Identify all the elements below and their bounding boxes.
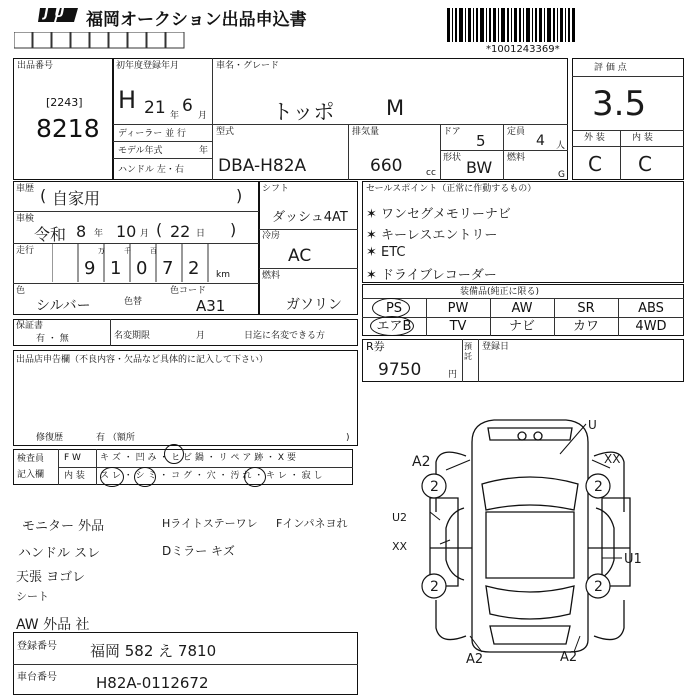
aircon-label: 冷房	[262, 231, 281, 241]
body-shape-label: 形状	[443, 153, 462, 163]
grade-score: 3.5	[592, 84, 647, 124]
recycle-unit: 円	[448, 370, 458, 380]
inspection-day: 22	[170, 222, 191, 241]
vehicle-info-block	[113, 58, 568, 180]
logo-text: JU	[44, 6, 71, 20]
selling-point: ✶ ワンセグメモリーナビ	[366, 207, 511, 222]
diagram-mark-left-mid-1: U2	[392, 511, 408, 524]
model-year-label: モデル年式	[118, 146, 163, 156]
recycle-register-label: 登録日	[482, 342, 510, 352]
int-value: C	[638, 152, 652, 176]
usage-value: 自家用	[52, 189, 101, 208]
inspector-mark	[244, 467, 266, 487]
color-value: シルバー	[36, 298, 91, 314]
dealer-label: ディーラー 並 行	[118, 129, 187, 139]
equip-leather: カワ	[572, 319, 599, 334]
mileage-digit: 0	[136, 258, 148, 279]
note-line: ハンドル スレ	[18, 546, 101, 561]
mileage-mark-man: 万	[98, 247, 105, 255]
inspection-paren: (	[156, 220, 163, 239]
color-code-value: A31	[196, 297, 226, 315]
mileage-digit: 2	[188, 258, 200, 279]
color-label: 色	[16, 286, 26, 296]
equip-ps-circle	[372, 298, 410, 318]
car-grade-value: M	[386, 96, 405, 120]
selling-point: ✶ キーレスエントリー	[366, 228, 498, 243]
ext-value: C	[588, 152, 602, 176]
recycle-value: 9750	[378, 360, 422, 380]
mileage-mark-sen: 千	[124, 247, 131, 255]
body-shape-value: BW	[466, 158, 493, 177]
car-name-label: 車名・グレード	[216, 61, 280, 71]
warranty-options: 有 ・ 無	[36, 334, 69, 344]
barcode-number: *1001243369*	[486, 44, 560, 55]
repair-label: 修復歴	[36, 433, 64, 443]
doors-label: ドア	[443, 127, 461, 137]
equip-4wd: 4WD	[635, 319, 667, 334]
model-code-label: 型式	[216, 127, 235, 137]
plate-value: 福岡 582 え 7810	[90, 642, 217, 660]
aircon-value: AC	[288, 246, 312, 266]
tire-mark: 2	[430, 579, 439, 595]
note-line: Dミラー キズ	[162, 544, 235, 558]
repair-value: 有 （額所	[96, 433, 135, 443]
chassis-value: H82A-0112672	[96, 674, 209, 692]
equip-airbag: エアB	[376, 319, 412, 334]
model-year-unit: 年	[199, 146, 209, 156]
grade-label: 評 価 点	[594, 63, 627, 73]
displacement-value: 660	[370, 156, 403, 176]
model-code-value: DBA-H82A	[218, 156, 307, 176]
equipment-label: 装備品(純正に限る)	[460, 287, 540, 297]
int-label: 内 装	[632, 133, 653, 143]
inspector-mark	[100, 467, 124, 487]
note-line: AW 外品 社	[16, 617, 90, 633]
equip-navi: ナビ	[508, 319, 535, 334]
inspection-year-unit: 年	[94, 229, 104, 239]
equip-sr: SR	[577, 301, 595, 316]
warranty-expiry-label: 名変期限	[114, 331, 151, 341]
inspection-day-unit: 日	[196, 229, 206, 239]
warranty-note: 日迄に名変できる方	[244, 331, 326, 341]
shift-label: シフト	[262, 184, 290, 194]
equip-pw: PW	[447, 301, 469, 316]
capacity-label: 定員	[507, 127, 526, 137]
usage-paren-open: (	[40, 186, 47, 205]
fuel-value: ガソリン	[286, 297, 342, 313]
inspector-label-2: 記入欄	[17, 470, 45, 480]
inspection-paren-close: )	[230, 220, 237, 239]
equip-aw: AW	[511, 301, 533, 316]
equip-ps: PS	[385, 301, 403, 316]
capacity-value: 4	[536, 133, 545, 149]
diagram-mark-bottom-right: A2	[560, 650, 578, 665]
note-line: モニター 外品	[22, 519, 105, 534]
registration-era: H	[118, 86, 137, 114]
handle-label: ハンドル 左・右	[118, 165, 184, 175]
fuel-label: 燃料	[262, 271, 281, 281]
inspector-label-1: 検査員	[17, 454, 45, 464]
note-line: Hライトステーワレ	[162, 517, 258, 530]
registration-month: 6	[182, 96, 193, 116]
fuel-small-value: G	[558, 170, 565, 180]
plate-label: 登録番号	[17, 641, 57, 652]
tire-mark: 2	[430, 479, 439, 495]
car-name-value: トッポ	[272, 100, 335, 124]
equip-airbag-circle	[370, 316, 414, 336]
inspector-mark	[134, 467, 156, 487]
diagram-mark-top-right: U	[588, 418, 597, 432]
mileage-digit: 1	[110, 258, 122, 279]
mileage-digit: 7	[162, 258, 174, 279]
tire-mark: 2	[594, 479, 603, 495]
warranty-month-unit: 月	[196, 331, 206, 341]
inspector-inner: 内 装	[64, 471, 85, 481]
note-line: シート	[16, 590, 49, 603]
usage-label: 車歴	[16, 184, 35, 194]
displacement-unit: cc	[426, 168, 436, 178]
doors-value: 5	[476, 132, 486, 150]
inspector-mark	[164, 444, 184, 464]
note-line: 天張 ヨゴレ	[16, 570, 86, 585]
mileage-mark-hyaku: 百	[150, 247, 157, 255]
registration-year: 21	[144, 98, 166, 118]
selling-points-label: セールスポイント（正常に作動するもの）	[366, 184, 537, 194]
diagram-mark-right-mid: U1	[624, 552, 642, 567]
inspector-row-1: キ ズ ・ 凹 み ・ ヒ ビ 鍋 ・ リ ペ ア 跡 ・ X 要	[100, 453, 296, 463]
note-line: Fインパネヨれ	[276, 517, 348, 530]
mileage-digit: 9	[84, 258, 96, 279]
registration-label: 初年度登録年月	[116, 61, 180, 71]
diagram-mark-left-mid-2: XX	[392, 540, 408, 553]
usage-paren-close: )	[236, 186, 243, 205]
mileage-label: 走行	[16, 246, 35, 256]
inspection-era: 令和	[34, 225, 67, 244]
tire-mark: 2	[594, 579, 603, 595]
form-title: 福岡オークション出品申込書	[86, 10, 307, 30]
selling-point: ✶ ドライブレコーダー	[366, 268, 497, 283]
lot-label: 出品番号	[17, 61, 54, 71]
repair-paren-close: )	[346, 433, 350, 443]
inspection-month-unit: 月	[140, 229, 150, 239]
color-swap-label: 色替	[124, 297, 143, 307]
color-code-label: 色コード	[170, 286, 207, 296]
diagram-mark-right-front: XX	[604, 452, 621, 466]
shift-value: ダッシュ4AT	[272, 210, 348, 225]
selling-point: ✶ ETC	[366, 245, 406, 260]
lot-sub-number: [2243]	[46, 96, 83, 109]
warranty-label: 保証書	[16, 321, 44, 331]
inspection-year: 8	[76, 222, 87, 241]
inspector-fw: F W	[64, 453, 81, 463]
diagram-mark-bottom-left: A2	[466, 652, 484, 667]
recycle-deposit-label: 預託	[464, 342, 472, 361]
mileage-unit: km	[216, 270, 230, 280]
diagram-mark-left-front: A2	[412, 454, 431, 470]
inspector-row-2: ス レ ・ シ ミ ・ コ グ ・ 穴 ・ 汚 れ ・ キ レ ・ 寂 し	[100, 471, 323, 481]
capacity-unit: 人	[556, 141, 566, 151]
inspection-label: 車検	[16, 214, 35, 224]
ext-label: 外 装	[584, 133, 605, 143]
equip-abs: ABS	[638, 301, 664, 316]
report-label: 出品店申告欄（不良内容・欠品など具体的に記入して下さい）	[16, 355, 269, 365]
inspection-month: 10	[116, 222, 137, 241]
equip-tv: TV	[449, 319, 467, 334]
top-checkbox-row	[14, 32, 186, 54]
lot-number: 8218	[36, 114, 100, 143]
car-diagram	[410, 400, 650, 660]
fuel-small-label: 燃料	[507, 153, 526, 163]
recycle-label: R券	[366, 340, 385, 353]
registration-month-unit: 月	[198, 111, 208, 121]
displacement-label: 排気量	[352, 127, 380, 137]
barcode	[447, 8, 577, 44]
registration-year-unit: 年	[170, 111, 180, 121]
chassis-label: 車台番号	[17, 672, 57, 683]
